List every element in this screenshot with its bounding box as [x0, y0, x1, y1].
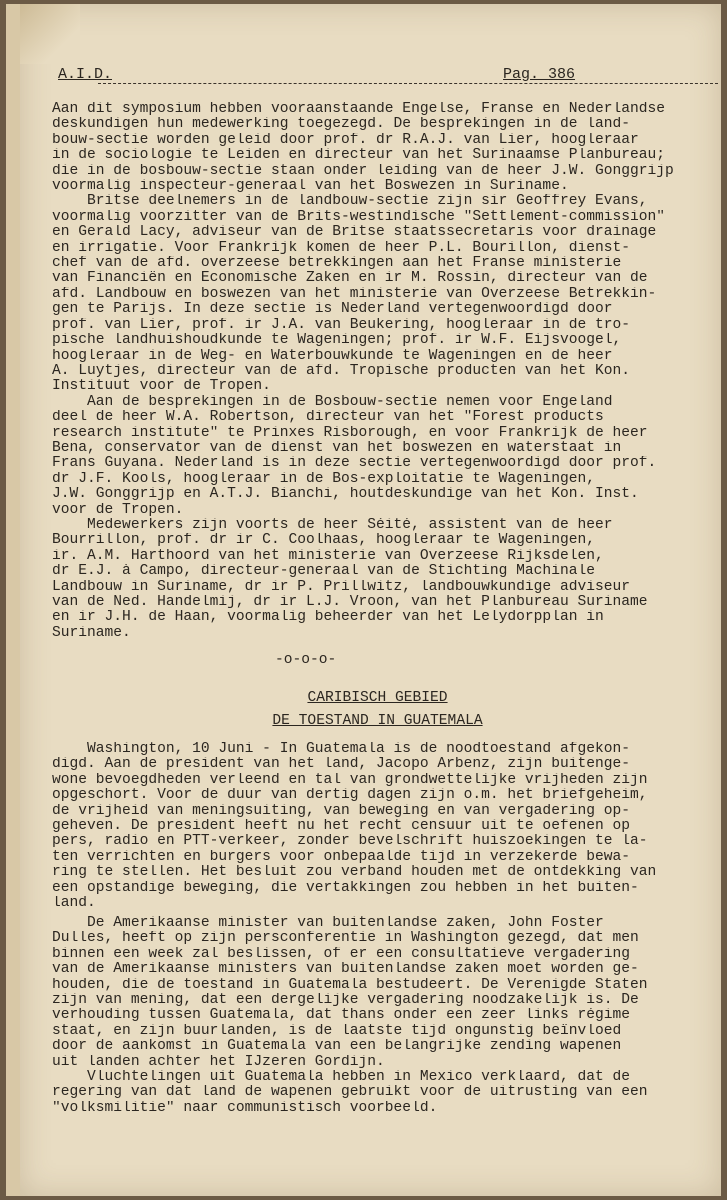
paragraph-symposium — [52, 102, 692, 641]
text-line: J.W. Gonggrijp en A.T.J. Bianchi, houtdeskundige van het Kon. Inst. — [52, 487, 639, 503]
text-line: A. Luytjes, directeur van de afd. Tropische producten van het Kon. — [52, 363, 631, 379]
header-rule — [98, 83, 718, 84]
text-line: dr J.F. Kools, hoogleraar in de Bos-exploitatie te Wageningen, — [52, 471, 595, 487]
text-line: binnen een week zal beslissen, of er een consultatieve vergadering — [52, 946, 631, 962]
text-line: pische landhuishoudkunde te Wageningen; prof. ir W.F. Eijsvoogel, — [52, 333, 622, 349]
text-line: en Gerald Lacy, adviseur van de Britse staatssecretaris voor drainage — [52, 225, 657, 241]
text-line: van de Amerikaanse ministers van buitenlandse zaken moet worden ge- — [52, 962, 639, 978]
text-line: afd. Landbouw en boswezen van het ministerie van Overzeese Betrekkin- — [52, 286, 657, 302]
text-line: research institute" te Prinxes Risborough, en voor Frankrijk de heer — [52, 425, 648, 441]
text-line: Aan de besprekingen in de Bosbouw-sectie nemen voor Engeland — [52, 394, 613, 410]
text-line: voor de Tropen. — [52, 502, 184, 518]
text-line: "volksmilitie" naar communistisch voorbeeld. — [52, 1100, 438, 1116]
text-line: Bourrillon, prof. dr ir C. Coolhaas, hoogleraar te Wageningen, — [52, 533, 595, 549]
article-title: DE TOESTAND IN GUATEMALA — [272, 713, 483, 729]
header-source: A.I.D. — [58, 66, 113, 83]
text-line: staat, en zijn buurlanden, is de laatste tijd ongunstig beïnvloed — [52, 1023, 622, 1039]
text-line: prof. van Lier, prof. ir J.A. van Beukering, hoogleraar in de tro- — [52, 317, 631, 333]
text-line: opgeschort. Voor de duur van dertig dagen zijn o.m. het briefgeheim, — [52, 788, 648, 804]
text-line: ring te stellen. Het besluit zou verband houden met de ontdekking van — [52, 865, 657, 881]
text-line: De Amerikaanse minister van buitenlandse zaken, John Foster — [52, 916, 604, 931]
document-page — [6, 4, 721, 1196]
text-line: door de aankomst in Guatemala van een belangrijke zending wapenen — [52, 1039, 622, 1055]
text-line: Vluchtelingen uit Guatemala hebben in Mexico verklaard, dat de — [52, 1070, 631, 1086]
text-line: een opstandige beweging, die vertakkingen zou hebben in het buiten- — [52, 880, 639, 896]
text-line: uit landen achter het IJzeren Gordijn. — [52, 1054, 385, 1070]
text-line: Dulles, heeft op zijn persconferentie in Washington gezegd, dat men — [52, 931, 639, 947]
text-line: geheven. De president heeft nu het recht censuur uit te oefenen op — [52, 819, 631, 835]
text-line: Washington, 10 Juni - In Guatemala is de noodtoestand afgekon- — [52, 742, 631, 757]
text-line: land. — [52, 896, 96, 912]
text-line: Frans Guyana. Nederland is in deze sectie vertegenwoordigd door prof. — [52, 456, 657, 472]
page-number: Pag. 386 — [503, 66, 576, 83]
text-line: deskundigen hun medewerking toegezegd. De besprekingen in de land- — [52, 117, 631, 133]
text-line: voormalig voorzitter van de Brits-westindische "Settlement-commission" — [52, 209, 666, 225]
text-line: pers, radio en PTT-verkeer, zonder bevelschrift huiszoekingen te la- — [52, 834, 648, 850]
paragraph-guatemala — [52, 742, 692, 911]
text-line: houden, die de toestand in Guatemala bestudeert. De Verenigde Staten — [52, 977, 648, 993]
text-line: Instituut voor de Tropen. — [52, 379, 271, 395]
text-line: digd. Aan de president van het land, Jacopo Arbenz, zijn buitenge- — [52, 757, 631, 773]
torn-corner — [20, 4, 80, 64]
text-line: die in de bosbouw-sectie staan onder leiding van de heer J.W. Gonggrijp — [52, 163, 674, 179]
text-line: wone bevoegdheden verleend en tal van grondwettelijke vrijheden zijn — [52, 772, 648, 788]
text-line: Landbouw in Suriname, dr ir P. Prillwitz, landbouwkundige adviseur — [52, 579, 631, 595]
section-title: CARIBISCH GEBIED — [307, 690, 448, 706]
text-line: ten verrichten en burgers voor onbepaalde tijd in verzekerde bewa- — [52, 849, 631, 865]
text-line: deel de heer W.A. Robertson, directeur van het "Forest products — [52, 410, 604, 426]
text-line: Britse deelnemers in de landbouw-sectie zijn sir Geoffrey Evans, — [52, 194, 648, 210]
text-line: voormalig inspecteur-generaal van het Boswezen in Suriname. — [52, 179, 569, 195]
text-line: dr E.J. à Campo, directeur-generaal van de Stichting Machinale — [52, 564, 595, 580]
text-line: in de sociologie te Leiden en directeur van het Surinaamse Planbureau; — [52, 148, 666, 164]
text-line: verhouding tussen Guatemala, dat thans onder een zeer links régime — [52, 1008, 631, 1024]
text-line: Suriname. — [52, 625, 131, 641]
text-line: chef van de afd. overzeese betrekkingen aan het Franse ministerie — [52, 256, 622, 272]
text-line: de vrijheid van meningsuiting, van beweging en van vergadering op- — [52, 803, 631, 819]
section-divider: -o-o-o- — [275, 652, 337, 668]
text-line: ir. A.M. Harthoord van het ministerie van Overzeese Rijksdelen, — [52, 548, 604, 564]
text-line: Medewerkers zijn voorts de heer Séité, assistent van de heer — [52, 517, 613, 533]
text-line: van de Ned. Handelmij, dr ir L.J. Vroon, van het Planbureau Suriname — [52, 595, 648, 610]
text-line: gen te Parijs. In deze sectie is Nederland vertegenwoordigd door — [52, 302, 613, 318]
text-line: regering van dat land de wapenen gebruikt voor de uitrusting van een — [52, 1085, 648, 1101]
text-line: van Financiën en Economische Zaken en ir M. Rossin, directeur van de — [52, 271, 648, 287]
text-line: en irrigatie. Voor Frankrijk komen de heer P.L. Bourillon, dienst- — [52, 240, 631, 256]
paragraph-dulles — [52, 916, 692, 1116]
text-line: en ir J.H. de Haan, voormalig beheerder van het Lelydorpplan in — [52, 610, 604, 626]
text-line: Aan dit symposium hebben vooraanstaande Engelse, Franse en Nederlandse — [52, 102, 666, 117]
text-line: Bena, conservator van de dienst van het boswezen en waterstaat in — [52, 440, 622, 456]
text-line: hoogleraar in de Weg- en Waterbouwkunde te Wageningen en de heer — [52, 348, 613, 364]
text-line: bouw-sectie worden geleid door prof. dr R.A.J. van Lier, hoogleraar — [52, 132, 639, 148]
text-line: zijn van mening, dat een dergelijke vergadering noodzakelijk is. De — [52, 993, 639, 1009]
